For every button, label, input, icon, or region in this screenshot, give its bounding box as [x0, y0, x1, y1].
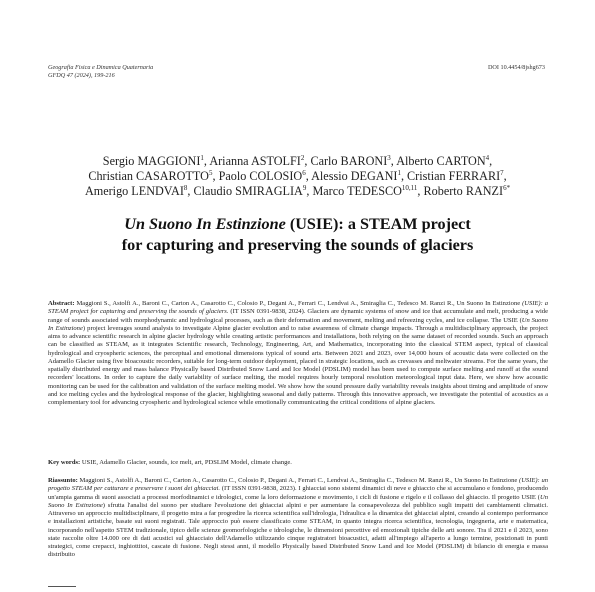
author-name: , Roberto RANZI: [417, 184, 504, 198]
affiliation-mark: 2: [300, 153, 305, 162]
riassunto: [48, 477, 548, 560]
abstract-label: Abstract:: [48, 300, 75, 307]
author-name: Christian CASAROTTO: [88, 169, 209, 183]
author-name: , Arianna ASTOLFI: [203, 154, 301, 168]
usie-italic: Un Suono In Estinzione: [48, 493, 548, 509]
affiliation-mark: 9: [302, 183, 307, 192]
author-line: [48, 169, 547, 184]
author-name: , Carlo BARONI: [304, 154, 388, 168]
riassunto-text: (IT ISSN 0391-9838, 2023). I ghiacciai sono sistemi dinamici di neve e ghiaccio che si accumulano e fondono, producendo un'ampia gamma di suoni associati a processi morfodinamici e idrologici, come la loro deformazione e movimento, i cicli di fusione e rigelo e il collasso del ghiaccio. Il progetto USIE (: [48, 485, 548, 501]
footnote-rule: [48, 586, 76, 587]
author-sep: ,: [503, 169, 507, 183]
title-rest: : a STEAM project: [338, 215, 471, 233]
citation-authors: Maggioni S., Astolfi A., Baroni C., Carton A., Casarotto C., Colosio P., Degani A., Ferrari C., Lendvai A., Smiraglia C., Tedesco M. Ranzi R., Un Suono In Estinzione: [77, 477, 520, 484]
journal-name: Geografia Fisica e Dinamica Quaternaria: [48, 64, 154, 71]
author-line: [48, 154, 547, 169]
author-name: , Alberto CARTON: [390, 154, 486, 168]
affiliation-mark: 1: [200, 153, 204, 162]
journal-volume: GFDQ 47 (2024), 199-216: [48, 72, 115, 79]
journal-header: [48, 64, 153, 80]
abstract: [48, 300, 548, 407]
citation-authors: Maggioni S., Astolfi A., Baroni C., Carton A., Casarotto C., Colosio P., Degani A., Ferrari C., Lendvai A., Smiraglia C., Tedesco M. Ranzi R., Un Suono In Estinzione: [74, 300, 523, 307]
affiliation-mark: 4: [485, 153, 490, 162]
affiliation-mark: 6*: [503, 183, 511, 192]
author-name: Amerigo LENDVAI: [84, 184, 184, 198]
citation-title: (USIE): un progetto STEAM per catturare e preservare i suoni dei ghiacciai.: [48, 477, 548, 493]
abstract-text: ) project leverages sound analysis to investigate Alpine glacier evolution and to raise awareness of climate change impacts. Through a multidisciplinary approach, the project aims to advance scientific research in alpine glacier hydrology while creating artistic performances and installations, both relying on the same dataset of recorded sounds. Such an approach can be classified as STEAM, as it integrates Scientific research, Technology, Engineering, Art, and Mathematics, incorporating into the classical STEM aspect, typical of classical hydrological and cryospheric sciences, the perceptual and emotional dimensions typical of sound arts. Between 2021 and 2023, over 14,000 hours of acoustic data were collected on the Adamello Glacier using five bioacoustic recorders, suitable for long-term outdoor deployment, placed in strategic locations, such as crevasses and meltwater streams. For the same years, the spatially distributed energy and mass balance Physically based Distributed Snow Land and Ice Model (PDSLIM) model has been used to compute surface melting and runoff at the sound recorders' locations. In order to capture the daily variability of surface melting, the model requires hourly temporal resolution meteorological input data. Here, we show how acoustic monitoring can be used for the calibration and validation of the surface melting model. We show how the sound pressure daily variability reveals insights about timing and amplitude of snow and ice melting cycles and the hydrological response of the glacier, highlighting seasonal and daily patterns. Through this innovative approach, we investigate the potential of acoustics as a complementary tool for advancing cryospheric and hydrological science while emotionally communicating the critical conditions of alpine glaciers.: [48, 324, 548, 406]
affiliation-mark: 1: [397, 168, 401, 177]
affiliation-mark: 6: [302, 168, 306, 177]
affiliation-mark: 10,11: [401, 183, 418, 192]
author-name: , Paolo COLOSIO: [212, 169, 303, 183]
abstract-text: (IT ISSN 0391-9838, 2024). Glaciers are dynamic systems of snow and ice that accumulate and melt, producing a wide range of sounds associated with morphodynamic and hydrological processes, such as their deformation and movement, melting and refreezing cycles, and ice collapse. The USIE (: [48, 308, 548, 324]
author-line: [48, 184, 547, 199]
keywords-label: Key words:: [48, 459, 81, 466]
affiliation-mark: 8: [183, 183, 188, 192]
affiliation-mark: 5: [208, 168, 213, 177]
affiliation-mark: 7: [500, 168, 504, 177]
citation-title: (USIE): a STEAM project for capturing and preserving the sounds of glaciers.: [48, 300, 548, 316]
title-line: [48, 214, 547, 235]
author-name: , Cristian FERRARI: [400, 169, 501, 183]
paper-title: [48, 214, 547, 256]
author-name: , Marco TEDESCO: [306, 184, 402, 198]
author-name: , Alessio DEGANI: [305, 169, 398, 183]
title-line: for capturing and preserving the sounds of glaciers: [121, 236, 474, 254]
riassunto-text: ) sfrutta l'analisi del suono per studiare l'evoluzione dei ghiacciai alpini e per aumentare la consapevolezza del pubblico sugli impatti dei cambiamenti climatici. Attraverso un approccio multidisciplinare, il progetto mira a far progredire la ricerca scientifica sull'idrologia, l'idraulica e la dinamica dei ghiacciai alpini, creando al contempo performance e installazioni artistiche, basate sui suoni registrati. Tale approccio può essere classificato come STEAM, in quanto integra ricerca scientifica, tecnologia, ingegneria, arte e matematica, incorporando nell'aspetto STEM tradizionale, tipico delle scienze geomorfologiche e idrologiche, le dimensioni percettive ed emozionali tipiche delle arti sonore. Tra il 2021 e il 2023, sono state raccolte oltre 14.000 ore di dati acustici sul ghiacciaio dell'Adamello utilizzando cinque registratori bioacustici, adatti all'impiego all'aperto a lungo termine, posizionati in punti strategici, come crepacci, inghiottitoi, cascate di fusione. Negli stessi anni, il modello Physically based Distributed Snow Land and Ice Model (PDSLIM) di bilancio di energia e massa distribuito: [48, 501, 548, 559]
author-sep: ,: [489, 154, 493, 168]
title-acronym: (USIE): [285, 215, 339, 233]
author-list: [48, 154, 547, 199]
riassunto-label: Riassunto:: [48, 477, 78, 484]
title-italic: Un Suono In Estinzione: [124, 215, 286, 233]
keywords: [48, 459, 548, 467]
doi: DOI 10.4454/8jshg673: [487, 64, 545, 71]
usie-italic: Un Suono In Estinzione: [48, 316, 548, 332]
author-name: , Claudio SMIRAGLIA: [187, 184, 303, 198]
keywords-text: USIE, Adamello Glacier, sounds, ice melt, art, PDSLIM Model, climate change.: [80, 459, 292, 466]
affiliation-mark: 3: [387, 153, 391, 162]
author-name: Sergio MAGGIONI: [102, 154, 201, 168]
